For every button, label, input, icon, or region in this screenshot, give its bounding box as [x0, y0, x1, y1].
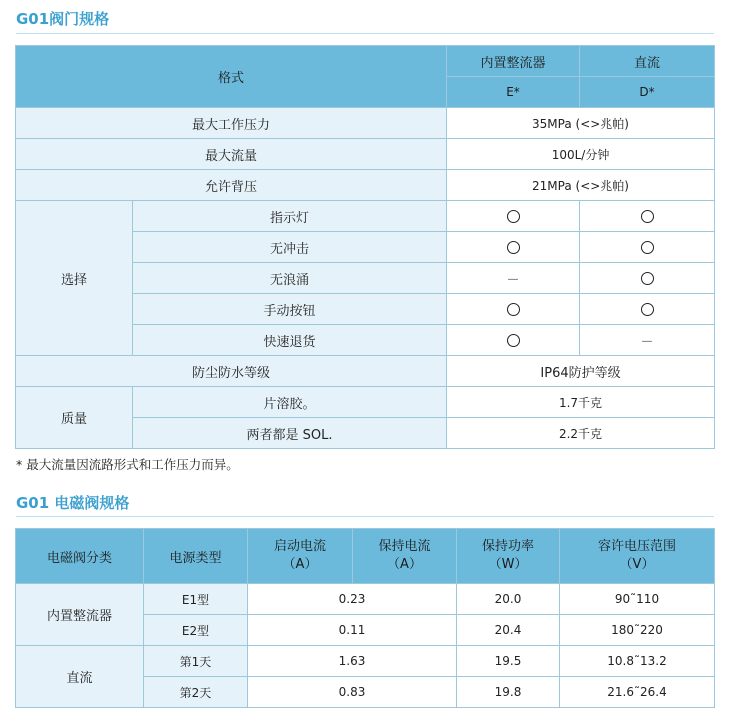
back-pressure-value: 21MPa (<>兆帕): [447, 170, 715, 201]
current-cell: 0.83: [248, 677, 457, 708]
option-d-mark: [580, 232, 715, 263]
start-current-header: 启动电流 （A）: [248, 529, 353, 584]
circle-mark-icon: [641, 210, 654, 223]
voltage-range-header: 容许电压范围 （V）: [560, 529, 715, 584]
options-label: 选择: [16, 201, 133, 356]
option-e-mark: [447, 325, 580, 356]
max-pressure-label: 最大工作压力: [16, 108, 447, 139]
option-label: 无浪涌: [133, 263, 447, 294]
max-flow-value: 100L/分钟: [447, 139, 715, 170]
power-type-cell: 第2天: [144, 677, 248, 708]
option-d-mark: [580, 294, 715, 325]
watt-cell: 20.4: [457, 615, 560, 646]
title-divider: [16, 516, 714, 517]
option-d-mark: [580, 263, 715, 294]
solenoid-spec-title: G01 电磁阀规格: [16, 494, 130, 512]
solenoid-type-header: 电磁阀分类: [16, 529, 144, 584]
current-cell: 0.11: [248, 615, 457, 646]
watt-cell: 19.5: [457, 646, 560, 677]
circle-mark-icon: [641, 241, 654, 254]
power-type-cell: 第1天: [144, 646, 248, 677]
circle-mark-icon: [641, 272, 654, 285]
dc-code: D*: [580, 77, 715, 108]
flow-footnote: * 最大流量因流路形式和工作压力而异。: [16, 457, 239, 472]
voltage-cell: 180˜220: [560, 615, 715, 646]
title-divider: [16, 33, 714, 34]
group-label: 直流: [16, 646, 144, 708]
rectifier-code: E*: [447, 77, 580, 108]
group-label: 内置整流器: [16, 584, 144, 646]
valve-spec-title: G01阀门规格: [16, 10, 110, 28]
current-cell: 1.63: [248, 646, 457, 677]
dc-header: 直流: [580, 46, 715, 77]
mass-label: 质量: [16, 387, 133, 449]
valve-spec-table: [15, 45, 715, 449]
max-flow-label: 最大流量: [16, 139, 447, 170]
watt-cell: 19.8: [457, 677, 560, 708]
circle-mark-icon: [507, 210, 520, 223]
voltage-cell: 10.8˜13.2: [560, 646, 715, 677]
voltage-cell: 90˜110: [560, 584, 715, 615]
mass-item-label: 片溶胶。: [133, 387, 447, 418]
mass-item-value: 2.2千克: [447, 418, 715, 449]
rectifier-header: 内置整流器: [447, 46, 580, 77]
hold-current-header: 保持电流 （A）: [353, 529, 457, 584]
power-type-cell: E2型: [144, 615, 248, 646]
mass-item-label: 两者都是 SOL.: [133, 418, 447, 449]
current-cell: 0.23: [248, 584, 457, 615]
option-e-mark: [447, 232, 580, 263]
option-e-mark: －: [447, 263, 580, 294]
option-label: 指示灯: [133, 201, 447, 232]
option-label: 手动按钮: [133, 294, 447, 325]
option-e-mark: [447, 201, 580, 232]
option-label: 快速退货: [133, 325, 447, 356]
mass-item-value: 1.7千克: [447, 387, 715, 418]
format-header: 格式: [16, 46, 447, 108]
max-pressure-value: 35MPa (<>兆帕): [447, 108, 715, 139]
hold-power-header: 保持功率 （W）: [457, 529, 560, 584]
circle-mark-icon: [507, 303, 520, 316]
circle-mark-icon: [507, 334, 520, 347]
protection-value: IP64防护等级: [447, 356, 715, 387]
back-pressure-label: 允许背压: [16, 170, 447, 201]
power-type-header: 电源类型: [144, 529, 248, 584]
option-e-mark: [447, 294, 580, 325]
solenoid-spec-table: [15, 528, 715, 708]
circle-mark-icon: [507, 241, 520, 254]
voltage-cell: 21.6˜26.4: [560, 677, 715, 708]
option-d-mark: －: [580, 325, 715, 356]
protection-label: 防尘防水等级: [16, 356, 447, 387]
power-type-cell: E1型: [144, 584, 248, 615]
circle-mark-icon: [641, 303, 654, 316]
watt-cell: 20.0: [457, 584, 560, 615]
option-d-mark: [580, 201, 715, 232]
option-label: 无冲击: [133, 232, 447, 263]
